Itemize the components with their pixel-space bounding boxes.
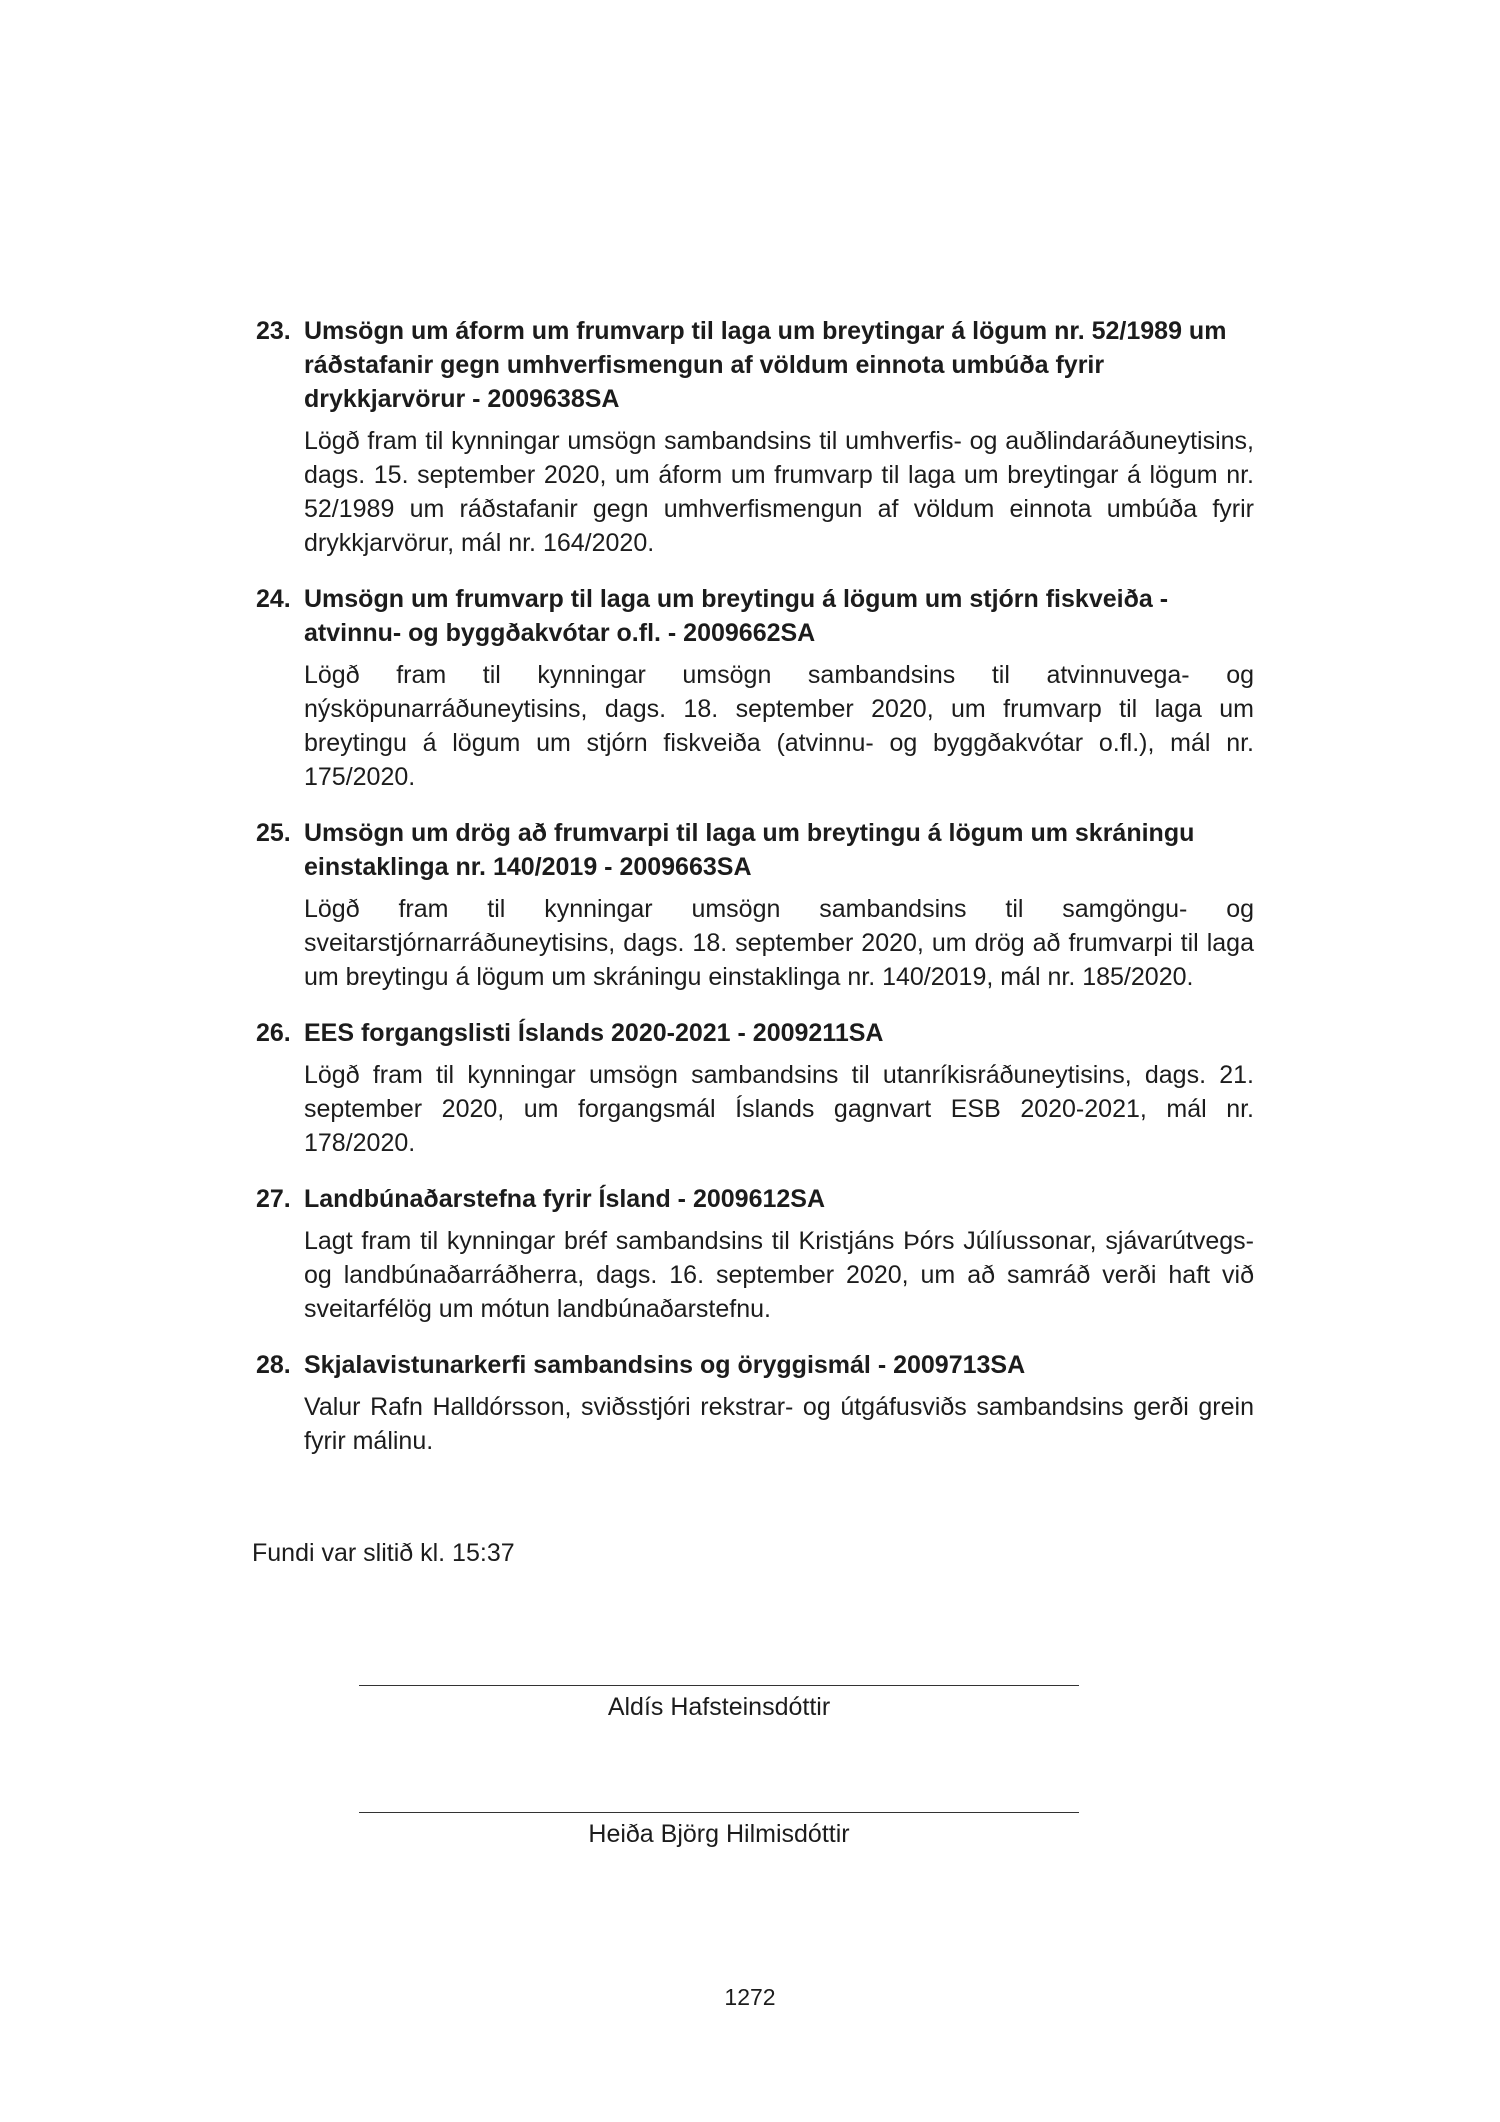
agenda-item-25 [256, 816, 1254, 994]
signature-line [359, 1812, 1079, 1813]
item-body: Lögð fram til kynningar umsögn sambandsins til utanríkisráðuneytisins, dags. 21. september 2020, um forgangsmál Íslands gagnvart ESB 2020-2021, mál nr. 178/2020. [304, 1061, 1254, 1157]
item-number: 28. [256, 1351, 291, 1379]
agenda-item-23 [256, 314, 1254, 560]
agenda-item-24 [256, 582, 1254, 794]
signature-line [359, 1685, 1079, 1686]
meeting-closing-text: Fundi var slitið kl. 15:37 [252, 1539, 515, 1567]
agenda-item-27 [256, 1182, 1254, 1326]
item-number: 27. [256, 1185, 291, 1213]
signature-name: Aldís Hafsteinsdóttir [607, 1693, 831, 1721]
item-title: Umsögn um drög að frumvarpi til laga um breytingu á lögum um skráningu einstaklinga nr. 140/2019 - 2009663SA [304, 819, 1195, 881]
item-body: Valur Rafn Halldórsson, sviðsstjóri rekstrar- og útgáfusviðs sambandsins gerði grein fyrir málinu. [304, 1393, 1254, 1455]
agenda-items [256, 314, 1254, 1480]
item-body: Lögð fram til kynningar umsögn sambandsins til samgöngu- og sveitarstjórnarráðuneytisins, dags. 18. september 2020, um drög að frumvarpi til laga um breytingu á lögum um skráningu einstaklinga nr. 140/2019, mál nr. 185/2020. [304, 895, 1254, 991]
item-number: 24. [256, 585, 291, 613]
item-title: Umsögn um áform um frumvarp til laga um breytingar á lögum nr. 52/1989 um ráðstafanir gegn umhverfismengun af völdum einnota umbúða fyrir drykkjarvörur - 2009638SA [304, 317, 1227, 413]
page-number: 1272 [724, 1984, 776, 2010]
item-body: Lögð fram til kynningar umsögn sambandsins til atvinnuvega- og nýsköpunarráðuneytisins, dags. 18. september 2020, um frumvarp til laga um breytingu á lögum um stjórn fiskveiða (atvinnu- og byggðakvótar o.fl.), mál nr. 175/2020. [304, 661, 1254, 791]
item-number: 26. [256, 1019, 291, 1047]
item-number: 23. [256, 317, 291, 345]
item-number: 25. [256, 819, 291, 847]
item-title: Skjalavistunarkerfi sambandsins og öryggismál - 2009713SA [304, 1351, 1026, 1379]
signature-name: Heiða Björg Hilmisdóttir [588, 1820, 850, 1848]
item-title: Umsögn um frumvarp til laga um breytingu á lögum um stjórn fiskveiða - atvinnu- og byggðakvótar o.fl. - 2009662SA [304, 585, 1169, 647]
item-body: Lagt fram til kynningar bréf sambandsins til Kristjáns Þórs Júlíussonar, sjávarútvegs- og landbúnaðarráðherra, dags. 16. september 2020, um að samráð verði haft við sveitarfélög um mótun landbúnaðarstefnu. [304, 1227, 1254, 1323]
agenda-item-26 [256, 1016, 1254, 1160]
signature-block [359, 1812, 1079, 1851]
agenda-item-28 [256, 1348, 1254, 1458]
item-title: Landbúnaðarstefna fyrir Ísland - 2009612SA [304, 1185, 826, 1213]
item-title: EES forgangslisti Íslands 2020-2021 - 2009211SA [304, 1019, 884, 1047]
item-body: Lögð fram til kynningar umsögn sambandsins til umhverfis- og auðlindaráðuneytisins, dags. 15. september 2020, um áform um frumvarp til laga um breytingar á lögum nr. 52/1989 um ráðstafanir gegn umhverfismengun af völdum einnota umbúða fyrir drykkjarvörur, mál nr. 164/2020. [304, 427, 1254, 557]
signature-block [359, 1685, 1079, 1724]
